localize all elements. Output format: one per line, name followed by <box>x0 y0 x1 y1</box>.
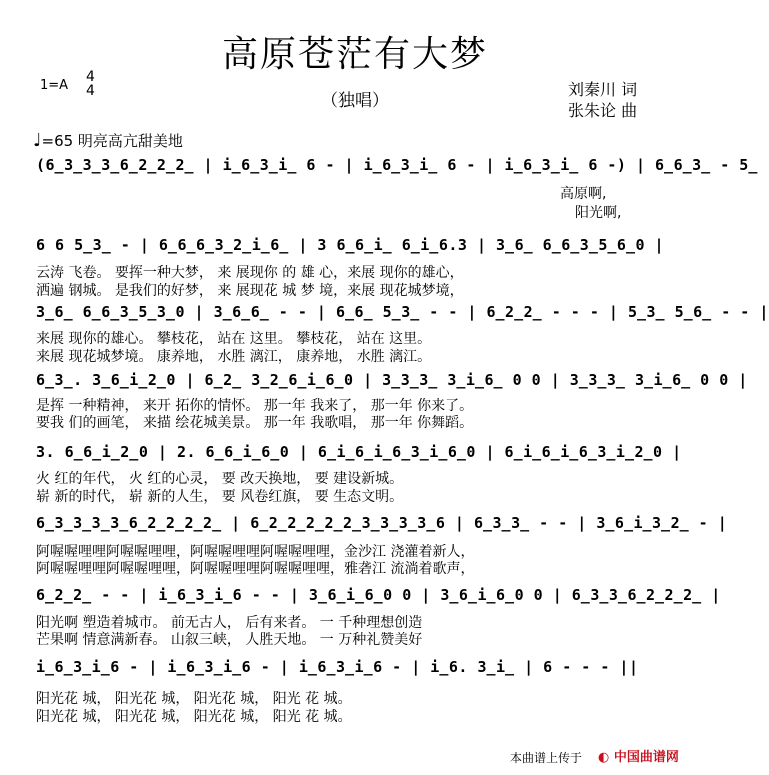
site-logo[interactable] <box>598 746 679 765</box>
time-signature-bottom: 4 <box>86 83 95 99</box>
lyric-line-2a: 云涛 飞卷。 要挥一种大梦， 来 展现你 的 雄 心，来展 现你的雄心， <box>36 265 464 281</box>
tempo-marking <box>33 130 183 151</box>
lyric-line-7a: 阳光啊 塑造着城市。 前无古人， 后有来者。 一 千种理想创造 <box>36 615 423 631</box>
lyric-line-5b: 崭 新的时代， 崭 新的人生， 要 风卷红旗， 要 生态文明。 <box>36 489 404 505</box>
score-line-2: 6 6 5̲3̲ - | 6̲6̲6̲3̲2̲i̲6̲ | 3 6̲6̲i̲ 6̲i̲6.3 | 3̲6̲ 6̲6̲3̲5̲6̲0 | <box>36 236 665 254</box>
score-line-8: i̲6̲3̲i̲6 - | i̲6̲3̲i̲6 - | i̲6̲3̲i̲6 - | i̲6. 3̲i̲ | 6 - - - || <box>36 658 639 676</box>
lyric-line-6b: 阿喔喔哩哩阿喔喔哩哩，阿喔喔哩哩阿喔喔哩哩，雅砻江 流淌着歌声， <box>36 561 475 577</box>
score-line-7: 6̲2̲2̲ - - | i̲6̲3̲i̲6 - - | 3̲6̲i̲6̲0 0 | 3̲6̲i̲6̲0 0 | 6̲3̲3̲6̲2̲2̲2̲ | <box>36 586 721 604</box>
lyric-line-6a: 阿喔喔哩哩阿喔喔哩哩，阿喔喔哩哩阿喔喔哩哩，金沙江 浇灌着新人， <box>36 544 475 560</box>
lyric-line-4a: 是挥 一种精神， 来开 拓你的情怀。 那一年 我来了， 那一年 你来了。 <box>36 398 474 414</box>
logo-text: 中国曲谱网 <box>613 750 679 765</box>
score-line-5: 3. 6̲6̲i̲2̲0 | 2. 6̲6̲i̲6̲0 | 6̲i̲6̲i̲6̲3̲i̲6̲0 | 6̲i̲6̲i̲6̲3̲i̲2̲0 | <box>36 443 682 461</box>
score-line-1: (6̲3̲3̲3̲6̲2̲2̲2̲ | i̲6̲3̲i̲ 6 - | i̲6̲3̲i̲ 6 - | i̲6̲3̲i̲ 6 -) | 6̲6̲3̲ - 5̲ <box>36 156 758 174</box>
lyric-line-1a: 高原啊, <box>560 186 607 202</box>
song-title: 高原苍茫有大梦 <box>221 34 488 75</box>
score-line-3: 3̲6̲ 6̲6̲3̲5̲3̲0 | 3̲6̲6̲ - - | 6̲6̲ 5̲3̲ - - | 6̲2̲2̲ - - - | 5̲3̲ 5̲6̲ - - | <box>36 303 769 321</box>
lyric-line-3a: 来展 现你的雄心。 攀枝花， 站在 这里。 攀枝花， 站在 这里。 <box>36 331 432 347</box>
time-signature-top: 4 <box>86 69 95 85</box>
upload-note: 本曲谱上传于 <box>510 751 583 765</box>
key-signature: 1=A <box>40 78 69 93</box>
lyricist-credit: 刘秦川 词 <box>568 80 638 99</box>
lyric-line-8a: 阳光花 城， 阳光花 城， 阳光花 城， 阳光 花 城。 <box>36 691 352 707</box>
lyric-line-7b: 芒果啊 情意满新春。 山叙三峡， 人胜天地。 一 万种礼赞美好 <box>36 632 423 648</box>
score-line-4: 6̲3̲. 3̲6̲i̲2̲0 | 6̲2̲ 3̲2̲6̲i̲6̲0 | 3̲3̲3̲ 3̲i̲6̲ 0 0 | 3̲3̲3̲ 3̲i̲6̲ 0 0 | <box>36 371 748 389</box>
score-line-6: 6̲3̲3̲3̲3̲6̲2̲2̲2̲2̲ | 6̲2̲2̲2̲2̲2̲3̲3̲3̲3̲6 | 6̲3̲3̲ - - | 3̲6̲i̲3̲2̲ - | <box>36 514 728 532</box>
composer-credit: 张朱论 曲 <box>568 101 638 120</box>
lyric-line-4b: 要我 们的画笔， 来描 绘花城美景。 那一年 我歌唱， 那一年 你舞蹈。 <box>36 415 474 431</box>
song-subtitle: （独唱） <box>321 91 389 111</box>
lyric-line-3b: 来展 现花城梦境。 康养地， 水胜 漓江， 康养地， 水胜 漓江。 <box>36 349 432 365</box>
tempo-text: =65 明亮高亢甜美地 <box>41 132 183 150</box>
lyric-line-2b: 洒遍 钢城。 是我们的好梦， 来 展现花 城 梦 境，来展 现花城梦境， <box>36 283 464 299</box>
time-signature <box>86 70 95 98</box>
quarter-note-icon: ♩ <box>33 130 42 151</box>
logo-mark-icon: ◐ <box>598 750 610 765</box>
lyric-line-8b: 阳光花 城， 阳光花 城， 阳光花 城， 阳光 花 城。 <box>36 709 352 725</box>
lyric-line-5a: 火 红的年代， 火 红的心灵， 要 改天换地， 要 建设新城。 <box>36 471 404 487</box>
lyric-line-1b: 阳光啊, <box>575 205 622 221</box>
